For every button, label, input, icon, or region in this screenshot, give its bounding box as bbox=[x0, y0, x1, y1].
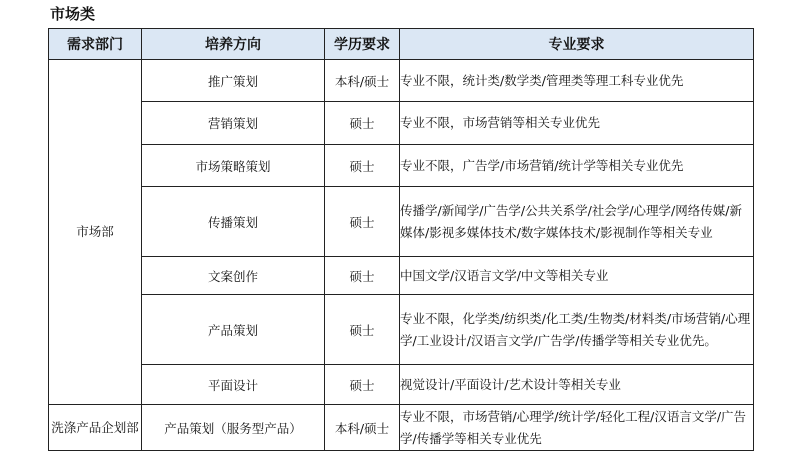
department-cell: 市场部 bbox=[49, 60, 142, 405]
table-row bbox=[49, 102, 754, 145]
major-cell: 中国文学/汉语言文学/中文等相关专业 bbox=[400, 257, 754, 295]
header-major: 专业要求 bbox=[400, 29, 754, 60]
education-cell: 硕士 bbox=[325, 145, 400, 187]
table-row bbox=[49, 60, 754, 102]
direction-cell: 市场策略策划 bbox=[142, 145, 325, 187]
table-row bbox=[49, 145, 754, 187]
section-title: 市场类 bbox=[50, 5, 96, 23]
education-cell: 硕士 bbox=[325, 257, 400, 295]
table-row bbox=[49, 405, 754, 451]
major-cell: 专业不限，广告学/市场营销/统计学等相关专业优先 bbox=[400, 145, 754, 187]
table-row bbox=[49, 187, 754, 257]
education-cell: 本科/硕士 bbox=[325, 60, 400, 102]
major-cell: 传播学/新闻学/广告学/公共关系学/社会学/心理学/网络传媒/新媒体/影视多媒体技术/数字媒体技术/影视制作等相关专业 bbox=[400, 187, 754, 257]
major-cell: 专业不限，市场营销/心理学/统计学/轻化工程/汉语言文学/广告学/传播学等相关专业优先 bbox=[400, 405, 754, 451]
education-cell: 硕士 bbox=[325, 365, 400, 405]
direction-cell: 推广策划 bbox=[142, 60, 325, 102]
recruitment-table bbox=[48, 28, 754, 451]
header-direction: 培养方向 bbox=[142, 29, 325, 60]
education-cell: 硕士 bbox=[325, 102, 400, 145]
table-row bbox=[49, 365, 754, 405]
direction-cell: 产品策划（服务型产品） bbox=[142, 405, 325, 451]
education-cell: 本科/硕士 bbox=[325, 405, 400, 451]
table-header-row bbox=[49, 29, 754, 60]
major-cell: 专业不限，统计类/数学类/管理类等理工科专业优先 bbox=[400, 60, 754, 102]
major-cell: 视觉设计/平面设计/艺术设计等相关专业 bbox=[400, 365, 754, 405]
header-education: 学历要求 bbox=[325, 29, 400, 60]
header-department: 需求部门 bbox=[49, 29, 142, 60]
major-cell: 专业不限，市场营销等相关专业优先 bbox=[400, 102, 754, 145]
education-cell: 硕士 bbox=[325, 295, 400, 365]
direction-cell: 产品策划 bbox=[142, 295, 325, 365]
direction-cell: 平面设计 bbox=[142, 365, 325, 405]
direction-cell: 营销策划 bbox=[142, 102, 325, 145]
education-cell: 硕士 bbox=[325, 187, 400, 257]
major-cell: 专业不限，化学类/纺织类/化工类/生物类/材料类/市场营销/心理学/工业设计/汉语言文学/广告学/传播学等相关专业优先。 bbox=[400, 295, 754, 365]
table-row bbox=[49, 295, 754, 365]
department-cell: 洗涤产品企划部 bbox=[49, 405, 142, 451]
direction-cell: 文案创作 bbox=[142, 257, 325, 295]
table-row bbox=[49, 257, 754, 295]
direction-cell: 传播策划 bbox=[142, 187, 325, 257]
